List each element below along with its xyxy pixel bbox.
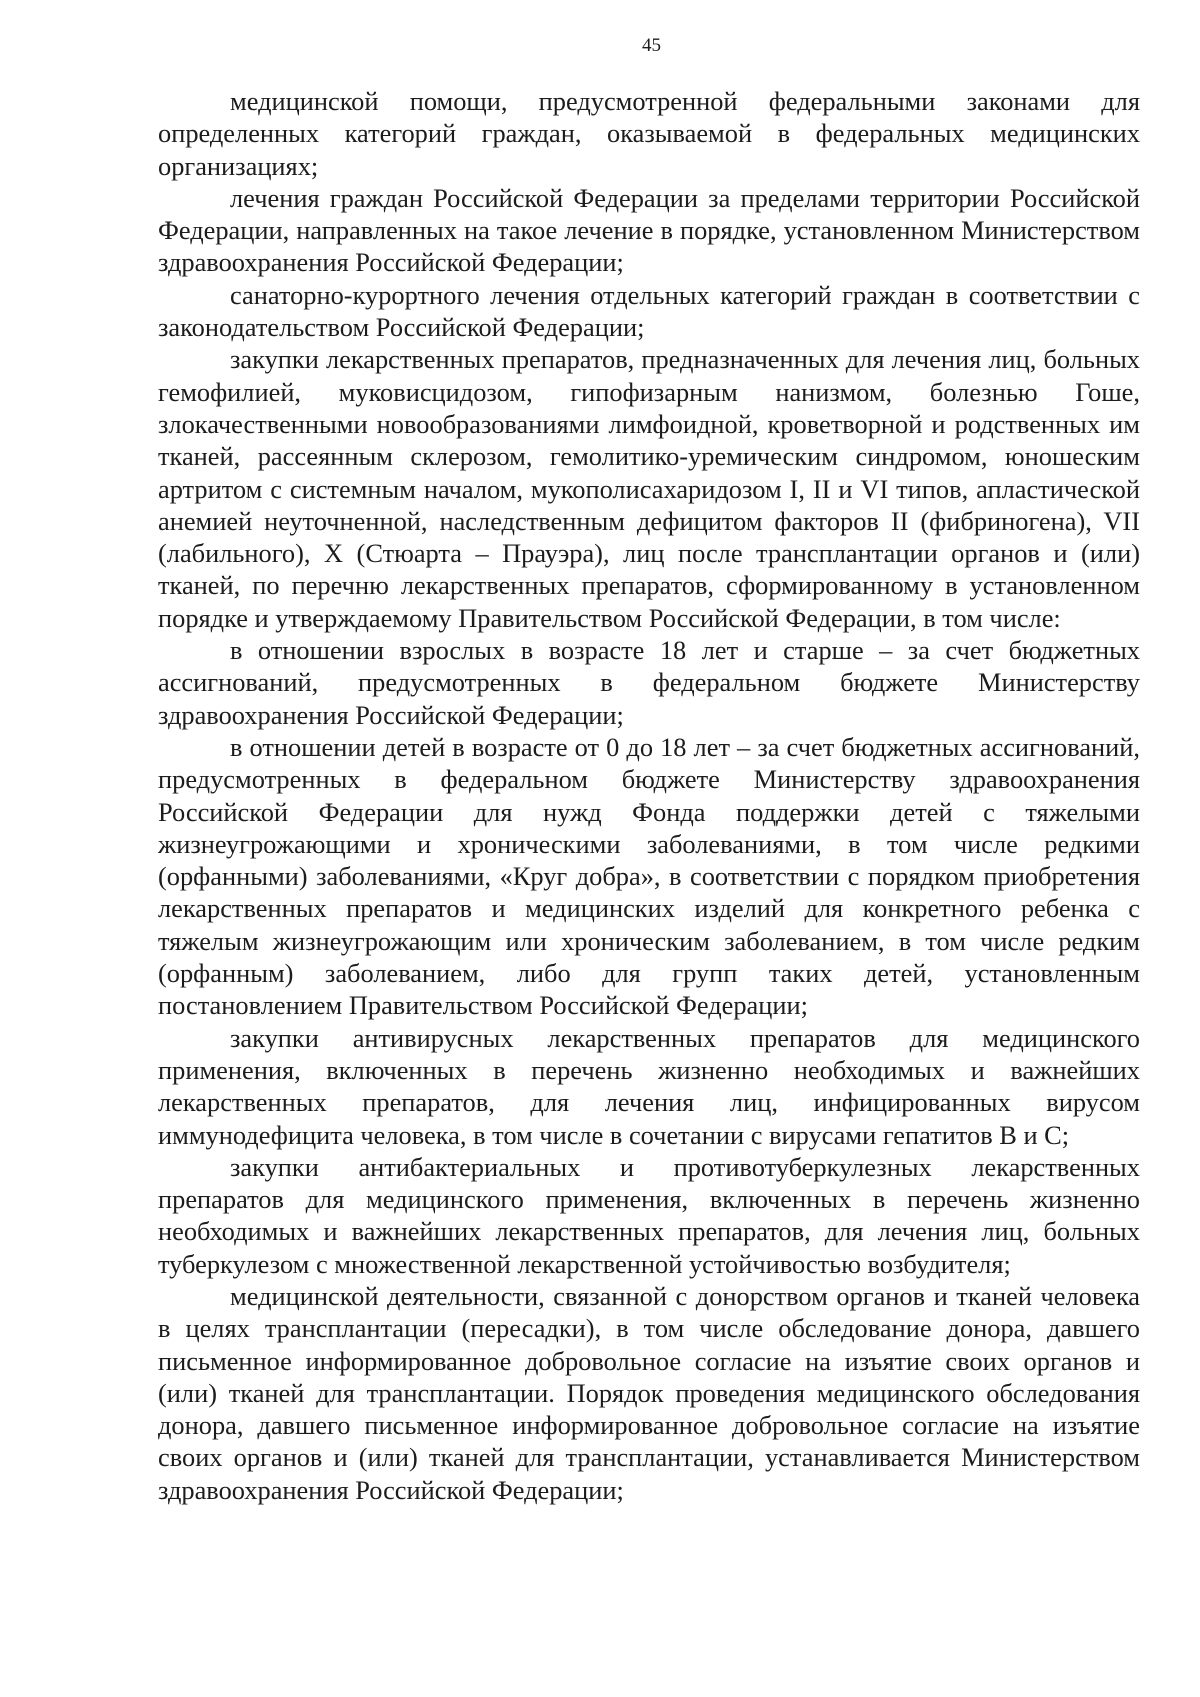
paragraph: медицинской помощи, предусмотренной федеральными законами для определенных категорий граждан, оказываемой в федеральных медицинских организациях; xyxy=(158,86,1140,181)
paragraph: лечения граждан Российской Федерации за пределами территории Российской Федерации, направленных на такое лечение в порядке, установленном Министерством здравоохранения Российской Федерации; xyxy=(158,182,1140,278)
paragraph: закупки антибактериальных и противотуберкулезных лекарственных препаратов для медицинского применения, включенных в перечень жизненно необходимых и важнейших лекарственных препаратов, для лечения лиц, больных туберкулезом с множественной лекарственной устойчивостью возбудителя; xyxy=(158,1151,1140,1279)
paragraph: закупки лекарственных препаратов, предназначенных для лечения лиц, больных гемофилией, муковисцидозом, гипофизарным нанизмом, болезнью Гоше, злокачественными новообразованиями лимфоидной, кроветворной и родственных им тканей, рассеянным склерозом, гемолитико-уремическим синдромом, юношеским артритом с системным началом, мукополисахаридозом I, II и VI типов, апластической анемией неуточненной, наследственным дефицитом факторов II (фибриногена), VII (лабильного), X (Стюарта – Прауэра), лиц после трансплантации органов и (или) тканей, по перечню лекарственных препаратов, сформированному в установленном порядке и утверждаемому Правительством Российской Федерации, в том числе: xyxy=(158,344,1140,633)
paragraph: в отношении взрослых в возрасте 18 лет и старше – за счет бюджетных ассигнований, предусмотренных в федеральном бюджете Министерству здравоохранения Российской Федерации; xyxy=(158,635,1140,730)
paragraph: закупки антивирусных лекарственных препаратов для медицинского применения, включенных в перечень жизненно необходимых и важнейших лекарственных препаратов, для лечения лиц, инфицированных вирусом иммунодефицита человека, в том числе в сочетании с вирусами гепатитов B и C; xyxy=(158,1022,1140,1150)
paragraph: в отношении детей в возрасте от 0 до 18 лет – за счет бюджетных ассигнований, предусмотренных в федеральном бюджете Министерству здравоохранения Российской Федерации для нужд Фонда поддержки детей с тяжелыми жизнеугрожающими и хроническими заболеваниями, в том числе редкими (орфанными) заболеваниями, «Круг добра», в соответствии с порядком приобретения лекарственных препаратов и медицинских изделий для конкретного ребенка с тяжелым жизнеугрожающим или хроническим заболеванием, в том числе редким (орфанным) заболеванием, либо для групп таких детей, установленным постановлением Правительством Российской Федерации; xyxy=(158,731,1140,1021)
paragraph: медицинской деятельности, связанной с донорством органов и тканей человека в целях трансплантации (пересадки), в том числе обследование донора, давшего письменное информированное добровольное согласие на изъятие своих органов и (или) тканей для трансплантации. Порядок проведения медицинского обследования донора, давшего письменное информированное добровольное согласие на изъятие своих органов и (или) тканей для трансплантации, устанавливается Министерством здравоохранения Российской Федерации; xyxy=(158,1280,1140,1505)
body-text xyxy=(158,85,1140,1506)
page-number: 45 xyxy=(642,35,661,56)
paragraph: санаторно-курортного лечения отдельных категорий граждан в соответствии с законодательством Российской Федерации; xyxy=(158,279,1140,343)
